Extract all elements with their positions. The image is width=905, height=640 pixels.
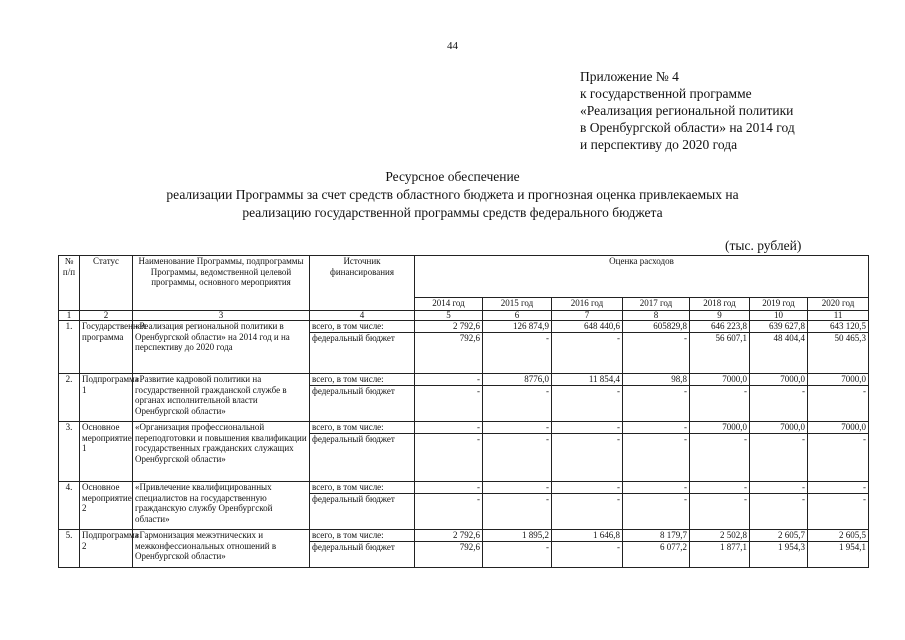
header-num: № п/п (59, 256, 80, 311)
row-status: Основное мероприятие 2 (80, 482, 133, 530)
row-value: 56 607,1 (690, 333, 750, 374)
row-value: 7000,0 (690, 374, 750, 386)
row-value: 1 954,1 (808, 542, 869, 568)
row-value: - (808, 386, 869, 422)
appendix-line: Приложение № 4 (580, 69, 679, 84)
table-row (59, 321, 869, 333)
row-number: 2. (59, 374, 80, 422)
appendix-block (580, 68, 795, 153)
appendix-line: «Реализация региональной политики (580, 103, 794, 118)
row-value: - (750, 494, 808, 530)
row-value: - (623, 333, 690, 374)
row-value: 11 854,4 (552, 374, 623, 386)
header-year: 2020 год (808, 298, 869, 311)
row-value: 8776,0 (483, 374, 552, 386)
row-name: «Развитие кадровой политики на государственной гражданской службе в органах исполнительной власти Оренбургской области» (133, 374, 310, 422)
row-value: 1 646,8 (552, 530, 623, 542)
row-number: 1. (59, 321, 80, 374)
row-value: - (623, 386, 690, 422)
column-index: 10 (750, 311, 808, 321)
row-value: - (808, 434, 869, 482)
row-value: - (623, 434, 690, 482)
row-value: 792,6 (415, 542, 483, 568)
row-value: 2 605,5 (808, 530, 869, 542)
column-index-row (59, 311, 869, 321)
row-value: - (415, 482, 483, 494)
row-value: - (483, 333, 552, 374)
row-value: - (415, 386, 483, 422)
row-value: - (623, 494, 690, 530)
column-index: 2 (80, 311, 133, 321)
row-status: Основное мероприятие 1 (80, 422, 133, 482)
row-value: - (415, 422, 483, 434)
column-index: 8 (623, 311, 690, 321)
header-year: 2019 год (750, 298, 808, 311)
row-value: 2 605,7 (750, 530, 808, 542)
row-value: - (808, 494, 869, 530)
resource-table (58, 255, 869, 568)
row-value: 7000,0 (750, 422, 808, 434)
row-value: - (552, 333, 623, 374)
row-status: Подпрограмма 1 (80, 374, 133, 422)
appendix-line: в Оренбургской области» на 2014 год (580, 120, 795, 135)
row-value: - (690, 482, 750, 494)
row-value: - (690, 494, 750, 530)
row-value: - (750, 386, 808, 422)
column-index: 9 (690, 311, 750, 321)
row-name: «Привлечение квалифицированных специалистов на государственную гражданскую службу Оренбургской области» (133, 482, 310, 530)
column-index: 7 (552, 311, 623, 321)
column-index: 6 (483, 311, 552, 321)
header-estimate: Оценка расходов (415, 256, 869, 298)
header-status: Статус (80, 256, 133, 311)
row-name: «Гармонизация межэтнических и межконфессиональных отношений в Оренбургской области» (133, 530, 310, 568)
row-value: 50 465,3 (808, 333, 869, 374)
row-source: федеральный бюджет (310, 494, 415, 530)
row-value: - (415, 374, 483, 386)
row-value: - (552, 422, 623, 434)
table-row (59, 530, 869, 542)
header-source: Источник финансирования (310, 256, 415, 311)
row-value: - (808, 482, 869, 494)
row-value: - (750, 482, 808, 494)
row-source: федеральный бюджет (310, 386, 415, 422)
row-source: федеральный бюджет (310, 434, 415, 482)
document-title (0, 168, 905, 222)
row-number: 3. (59, 422, 80, 482)
row-value: 7000,0 (808, 374, 869, 386)
header-year: 2017 год (623, 298, 690, 311)
row-value: - (552, 434, 623, 482)
table-row (59, 374, 869, 386)
row-value: 126 874,9 (483, 321, 552, 333)
row-value: - (690, 386, 750, 422)
row-value: 7000,0 (808, 422, 869, 434)
row-name: «Реализация региональной политики в Оренбургской области» на 2014 год и на перспективу до 2020 года (133, 321, 310, 374)
header-year: 2018 год (690, 298, 750, 311)
row-value: - (552, 386, 623, 422)
appendix-line: и перспективу до 2020 года (580, 137, 738, 152)
row-source: всего, в том числе: (310, 321, 415, 333)
row-source: всего, в том числе: (310, 422, 415, 434)
row-value: - (552, 482, 623, 494)
row-value: 8 179,7 (623, 530, 690, 542)
row-value: 1 895,2 (483, 530, 552, 542)
column-index: 1 (59, 311, 80, 321)
row-value: 648 440,6 (552, 321, 623, 333)
row-value: - (623, 482, 690, 494)
row-value: 1 954,3 (750, 542, 808, 568)
row-value: - (483, 494, 552, 530)
row-value: 2 502,8 (690, 530, 750, 542)
row-status: Подпрограмма 2 (80, 530, 133, 568)
row-value: - (552, 494, 623, 530)
row-value: - (483, 482, 552, 494)
column-index: 5 (415, 311, 483, 321)
title-line: реализацию государственной программы средств федерального бюджета (242, 205, 663, 220)
title-line: реализации Программы за счет средств областного бюджета и прогнозная оценка привлекаемых на (166, 187, 739, 202)
row-value: - (483, 422, 552, 434)
row-value: - (690, 434, 750, 482)
table-body (59, 321, 869, 568)
row-source: всего, в том числе: (310, 482, 415, 494)
row-value: - (483, 386, 552, 422)
row-source: федеральный бюджет (310, 542, 415, 568)
row-value: - (483, 434, 552, 482)
header-year: 2016 год (552, 298, 623, 311)
row-value: 1 877,1 (690, 542, 750, 568)
row-source: всего, в том числе: (310, 374, 415, 386)
row-value: 605829,8 (623, 321, 690, 333)
table-row (59, 482, 869, 494)
row-value: 98,8 (623, 374, 690, 386)
row-value: - (483, 542, 552, 568)
row-value: 2 792,6 (415, 321, 483, 333)
row-value: 2 792,6 (415, 530, 483, 542)
row-source: всего, в том числе: (310, 530, 415, 542)
row-value: 639 627,8 (750, 321, 808, 333)
row-value: 7000,0 (750, 374, 808, 386)
row-value: 792,6 (415, 333, 483, 374)
row-value: 6 077,2 (623, 542, 690, 568)
row-value: 7000,0 (690, 422, 750, 434)
row-value: - (552, 542, 623, 568)
page-number: 44 (447, 40, 458, 52)
table-row (59, 422, 869, 434)
row-value: - (623, 422, 690, 434)
row-value: - (415, 494, 483, 530)
row-value: 643 120,5 (808, 321, 869, 333)
units-label: (тыс. рублей) (725, 238, 802, 253)
row-number: 5. (59, 530, 80, 568)
header-year: 2014 год (415, 298, 483, 311)
row-source: федеральный бюджет (310, 333, 415, 374)
column-index: 4 (310, 311, 415, 321)
row-value: 646 223,8 (690, 321, 750, 333)
row-value: - (415, 434, 483, 482)
row-value: 48 404,4 (750, 333, 808, 374)
column-index: 11 (808, 311, 869, 321)
header-year: 2015 год (483, 298, 552, 311)
row-number: 4. (59, 482, 80, 530)
appendix-line: к государственной программе (580, 86, 752, 101)
title-line: Ресурсное обеспечение (385, 169, 520, 184)
header-name: Наименование Программы, подпрограммы Программы, ведомственной целевой программы, основного мероприятия (133, 256, 310, 311)
row-name: «Организация профессиональной переподготовки и повышения квалификации государственных гражданских служащих Оренбургской области» (133, 422, 310, 482)
row-status: Государственная программа (80, 321, 133, 374)
column-index: 3 (133, 311, 310, 321)
row-value: - (750, 434, 808, 482)
